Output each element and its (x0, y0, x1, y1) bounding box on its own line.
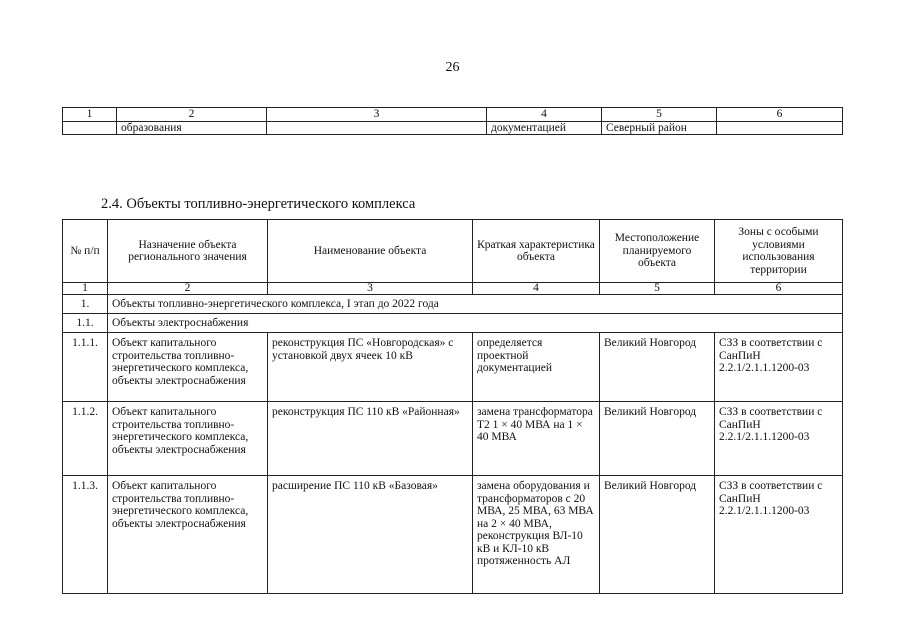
row-name: реконструкция ПС «Новгородская» с установкой двух ячеек 10 кВ (268, 333, 473, 402)
row-characteristic: определяется проектной документацией (473, 333, 600, 402)
row-location: Великий Новгород (600, 476, 715, 594)
row-zones: СЗЗ в соответствии с СанПиН 2.2.1/2.1.1.1200-03 (715, 333, 843, 402)
row-zones: СЗЗ в соответствии с СанПиН 2.2.1/2.1.1.1200-03 (715, 402, 843, 476)
row-purpose: Объект капитального строительства топливно-энергетического комплекса, объекты электроснабжения (108, 476, 268, 594)
table-cell (63, 121, 117, 135)
row-characteristic: замена трансформатора Т2 1 × 40 МВА на 1 × 40 МВА (473, 402, 600, 476)
header-name: Наименование объекта (268, 220, 473, 283)
row-purpose: Объект капитального строительства топливно-энергетического комплекса, объекты электроснабжения (108, 402, 268, 476)
row-location: Великий Новгород (600, 402, 715, 476)
group-number: 1. (63, 295, 108, 314)
continued-table (62, 107, 843, 135)
header-row (63, 220, 843, 283)
column-number-row (63, 108, 843, 122)
group-row (63, 295, 843, 314)
row-name: реконструкция ПС 110 кВ «Районная» (268, 402, 473, 476)
row-number: 1.1.2. (63, 402, 108, 476)
group-number: 1.1. (63, 314, 108, 333)
table-cell: Северный район (602, 121, 717, 135)
table-row (63, 402, 843, 476)
column-number: 5 (602, 108, 717, 122)
section-title: 2.4. Объекты топливно-энергетического комплекса (101, 196, 416, 212)
row-name: расширение ПС 110 кВ «Базовая» (268, 476, 473, 594)
column-number-row (63, 283, 843, 295)
header-location: Местоположение планируемого объекта (600, 220, 715, 283)
row-number: 1.1.3. (63, 476, 108, 594)
column-number: 6 (717, 108, 843, 122)
table-cell: документацией (487, 121, 602, 135)
fuel-energy-objects-table (62, 219, 843, 594)
header-characteristic: Краткая характеристика объекта (473, 220, 600, 283)
column-number: 2 (117, 108, 267, 122)
table-cell (717, 121, 843, 135)
header-zones: Зоны с особыми условиями использования территории (715, 220, 843, 283)
column-number: 5 (600, 283, 715, 295)
column-number: 1 (63, 108, 117, 122)
column-number: 3 (267, 108, 487, 122)
row-number: 1.1.1. (63, 333, 108, 402)
header-number: № п/п (63, 220, 108, 283)
row-purpose: Объект капитального строительства топливно-энергетического комплекса, объекты электроснабжения (108, 333, 268, 402)
page-number: 26 (445, 60, 460, 75)
row-location: Великий Новгород (600, 333, 715, 402)
table-cell (267, 121, 487, 135)
column-number: 6 (715, 283, 843, 295)
row-zones: СЗЗ в соответствии с СанПиН 2.2.1/2.1.1.1200-03 (715, 476, 843, 594)
table-row (63, 333, 843, 402)
column-number: 4 (473, 283, 600, 295)
column-number: 1 (63, 283, 108, 295)
row-characteristic: замена оборудования и трансформаторов с 20 МВА, 25 МВА, 63 МВА на 2 × 40 МВА, реконструкция ВЛ-10 кВ и КЛ-10 кВ протяженность АЛ (473, 476, 600, 594)
group-title: Объекты топливно-энергетического комплекса, I этап до 2022 года (108, 295, 843, 314)
column-number: 4 (487, 108, 602, 122)
header-purpose: Назначение объекта регионального значения (108, 220, 268, 283)
table-cell: образования (117, 121, 267, 135)
group-row (63, 314, 843, 333)
column-number: 3 (268, 283, 473, 295)
table-row (63, 121, 843, 135)
table-row (63, 476, 843, 594)
group-title: Объекты электроснабжения (108, 314, 843, 333)
column-number: 2 (108, 283, 268, 295)
